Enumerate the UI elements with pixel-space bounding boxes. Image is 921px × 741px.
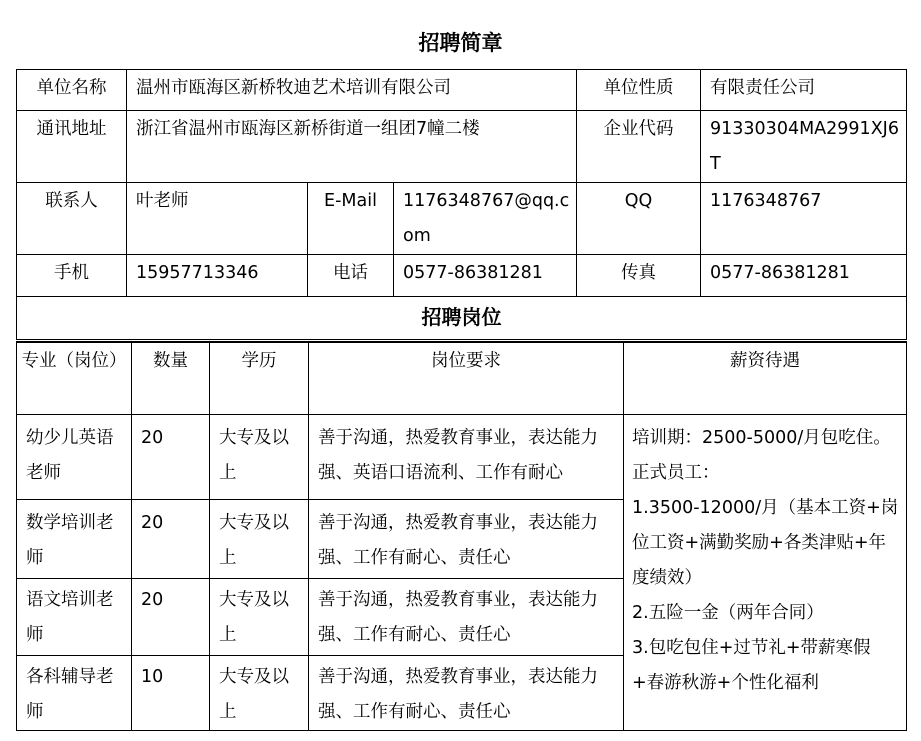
position-education: 大专及以上 bbox=[210, 656, 309, 731]
salary-line: 3.包吃包住+过节礼+带薪寒假+春游秋游+个性化福利 bbox=[632, 638, 871, 693]
salary-line: 培训期：2500-5000/月包吃住。正式员工： bbox=[632, 428, 891, 483]
position-requirements: 善于沟通，热爱教育事业，表达能力强、工作有耐心、责任心 bbox=[309, 500, 624, 579]
positions-title: 招聘岗位 bbox=[17, 297, 907, 340]
address: 浙江省温州市瓯海区新桥街道一组团7幢二楼 bbox=[127, 111, 577, 183]
header-salary: 薪资待遇 bbox=[624, 342, 907, 415]
company-name: 温州市瓯海区新桥牧迪艺术培训有限公司 bbox=[127, 70, 577, 111]
salary-line: 1.3500-12000/月（基本工资+岗位工资+满勤奖励+各类津贴+年度绩效） bbox=[632, 498, 899, 588]
phone: 0577-86381281 bbox=[394, 255, 577, 297]
header-major: 专业（岗位） bbox=[17, 342, 132, 415]
fax: 0577-86381281 bbox=[701, 255, 907, 297]
mobile-label: 手机 bbox=[17, 255, 127, 297]
header-requirements: 岗位要求 bbox=[309, 342, 624, 415]
phone-label: 电话 bbox=[308, 255, 394, 297]
table-row bbox=[17, 415, 907, 500]
qq: 1176348767 bbox=[701, 183, 907, 255]
position-requirements: 善于沟通，热爱教育事业，表达能力强、英语口语流利、工作有耐心 bbox=[309, 415, 624, 500]
company-type-label: 单位性质 bbox=[577, 70, 701, 111]
position-requirements: 善于沟通，热爱教育事业，表达能力强、工作有耐心、责任心 bbox=[309, 579, 624, 656]
salary-cell bbox=[624, 415, 907, 731]
contact: 叶老师 bbox=[127, 183, 308, 255]
position-education: 大专及以上 bbox=[210, 579, 309, 656]
contact-label: 联系人 bbox=[17, 183, 127, 255]
salary-line: 2.五险一金（两年合同） bbox=[632, 603, 824, 623]
position-count: 20 bbox=[132, 500, 210, 579]
position-major: 语文培训老师 bbox=[17, 579, 132, 656]
position-major: 幼少儿英语老师 bbox=[17, 415, 132, 500]
company-code-label: 企业代码 bbox=[577, 111, 701, 183]
position-requirements: 善于沟通，热爱教育事业，表达能力强、工作有耐心、责任心 bbox=[309, 656, 624, 731]
position-count: 20 bbox=[132, 579, 210, 656]
position-education: 大专及以上 bbox=[210, 415, 309, 500]
page-title: 招聘简章 bbox=[418, 31, 503, 55]
company-type: 有限责任公司 bbox=[701, 70, 907, 111]
position-major: 各科辅导老师 bbox=[17, 656, 132, 731]
company-name-label: 单位名称 bbox=[17, 70, 127, 111]
email: 1176348767@qq.com bbox=[394, 183, 577, 255]
position-education: 大专及以上 bbox=[210, 500, 309, 579]
company-info-table bbox=[16, 69, 907, 340]
header-count: 数量 bbox=[132, 342, 210, 415]
address-label: 通讯地址 bbox=[17, 111, 127, 183]
position-count: 10 bbox=[132, 656, 210, 731]
mobile: 15957713346 bbox=[127, 255, 308, 297]
positions-table bbox=[16, 341, 907, 731]
qq-label: QQ bbox=[577, 183, 701, 255]
position-major: 数学培训老师 bbox=[17, 500, 132, 579]
company-code: 91330304MA2991XJ6T bbox=[701, 111, 907, 183]
fax-label: 传真 bbox=[577, 255, 701, 297]
position-count: 20 bbox=[132, 415, 210, 500]
email-label: E-Mail bbox=[308, 183, 394, 255]
header-education: 学历 bbox=[210, 342, 309, 415]
